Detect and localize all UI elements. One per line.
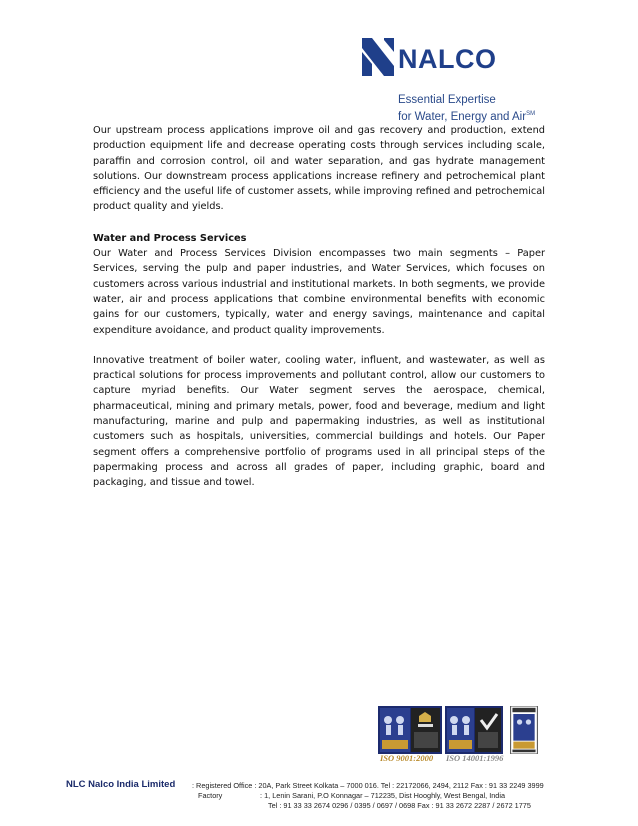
dnv-badge-icon: [509, 706, 539, 754]
iso9001-badge-icon: [378, 706, 442, 754]
footer-registered-label: : Registered Office: [192, 781, 253, 790]
section-heading: Water and Process Services: [93, 232, 247, 244]
iso9001-label: ISO 9001:2000: [380, 753, 434, 763]
paragraph-innovative: Innovative treatment of boiler water, cooling water, influent, and wastewater, as well as practical solutions for process improvements and pollutant control, allow our customers to capture myriad benefits. Our Water segment serves the aerospace, chemical, pharmaceutical, mining and primary metals, power, food and beverage, medium and light manufacturing, marine and pulp and papermaking industries, as well as institutional customers such as hospitals, universities, commercial buildings and hotels. Our Paper segment offers a comprehensive portfolio of programs used in all principal steps of the papermaking process and across all grades of paper, including graphic, board and packaging, and tissue and towel.: [93, 354, 545, 489]
logo-text: NALCO: [398, 44, 497, 74]
tagline-line2: for Water, Energy and Air: [398, 110, 527, 123]
nalco-mark-icon: [360, 36, 396, 78]
footer-company: NLC Nalco India Limited: [66, 779, 176, 790]
tagline-mark: SM: [526, 111, 536, 117]
iso14001-label: ISO 14001:1996: [446, 753, 504, 763]
iso14001-badge-icon: [445, 706, 503, 754]
footer-registered-value: : 20A, Park Street Kolkata – 7000 016. Tel : 22172066, 2494, 2112 Fax : 91 33 2249 3999: [254, 781, 544, 790]
certification-badges: [378, 706, 540, 764]
footer-factory-label: Factory: [198, 791, 223, 800]
footer-factory-value: : 1, Lenin Sarani, P.O Konnagar – 712235, Dist Hooghly, West Bengal, India: [260, 791, 506, 800]
paragraph-upstream: Our upstream process applications improve oil and gas recovery and production, extend production equipment life and decrease operating costs through services including scale, paraffin and corrosion control, oil and water separation, and gas hydrate management solutions. Our downstream process applications increase refinery and petrochemical plant efficiency and the useful life of customer assets, while improving refined and petrochemical product quality and yields.: [93, 125, 545, 213]
nalco-logo: [360, 36, 510, 96]
tagline-line1: Essential Expertise: [398, 94, 496, 106]
footer-factory: [198, 791, 505, 801]
document-body: [93, 123, 545, 491]
footer-registered: [192, 781, 544, 791]
paragraph-division: Our Water and Process Services Division encompasses two main segments – Paper Services, serving the pulp and paper industries, and Water Services, which focuses on customers across various industrial and institutional markets. In both segments, we provide water, air and process applications that combine environmental benefits with economic gains for our customers, typically, water and energy savings, maintenance and capital expenditure avoidance, and product quality improvements.: [93, 248, 545, 336]
footer-factory-tel: Tel : 91 33 33 2674 0296 / 0395 / 0697 / 0698 Fax : 91 33 2672 2287 / 2672 1775: [268, 801, 531, 810]
tagline: [398, 93, 535, 124]
